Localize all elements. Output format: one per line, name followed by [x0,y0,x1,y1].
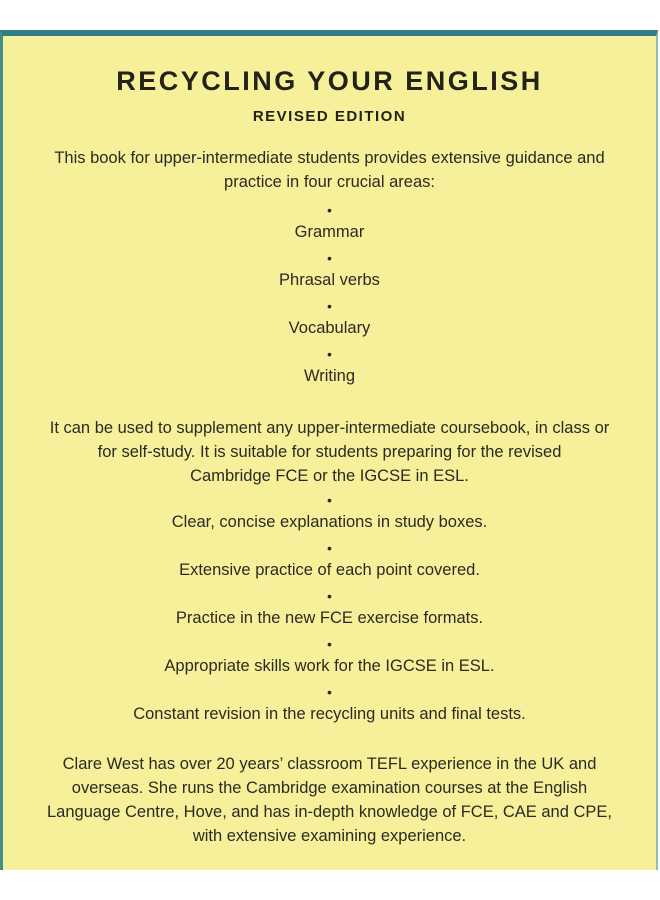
area-item-phrasal-verbs: Phrasal verbs [279,271,380,289]
author-bio-line: overseas. She runs the Cambridge examination courses at the English [71,779,588,797]
intro-line: This book for upper-intermediate students provides extensive guidance and [54,149,605,167]
bullet-icon: • [327,492,332,508]
author-bio-line: with extensive examining experience. [192,827,467,845]
bullet-icon: • [327,588,332,604]
usage-line: Cambridge FCE or the IGCSE in ESL. [190,467,469,485]
bullet-icon: • [327,636,332,652]
area-item-grammar: Grammar [294,223,365,241]
intro-line: practice in four crucial areas: [224,173,435,191]
author-bio-line: Language Centre, Hove, and has in-depth knowledge of FCE, CAE and CPE, [46,803,612,821]
bullet-icon: • [327,202,332,218]
bullet-icon: • [327,540,332,556]
feature-item: Practice in the new FCE exercise formats. [175,609,484,627]
usage-paragraph [3,416,656,488]
usage-line: for self-study. It is suitable for students preparing for the revised [97,443,562,461]
feature-item: Extensive practice of each point covered. [179,561,480,579]
bullet-icon: • [327,298,332,314]
feature-item: Clear, concise explanations in study boxes. [171,513,488,531]
feature-item: Appropriate skills work for the IGCSE in ESL. [164,657,495,675]
feature-item: Constant revision in the recycling units and final tests. [133,705,526,723]
bullet-icon: • [327,684,332,700]
book-title: RECYCLING YOUR ENGLISH [116,66,543,96]
bullet-icon: • [327,250,332,266]
area-item-vocabulary: Vocabulary [288,319,371,337]
area-item-writing: Writing [303,367,356,385]
author-bio-line: Clare West has over 20 years’ classroom TEFL experience in the UK and [62,755,597,773]
bullet-icon: • [327,346,332,362]
author-bio-paragraph [3,752,656,848]
usage-line: It can be used to supplement any upper-intermediate coursebook, in class or [49,419,610,437]
book-back-cover [0,30,658,870]
intro-paragraph [3,146,656,194]
edition-subtitle: REVISED EDITION [252,108,407,125]
